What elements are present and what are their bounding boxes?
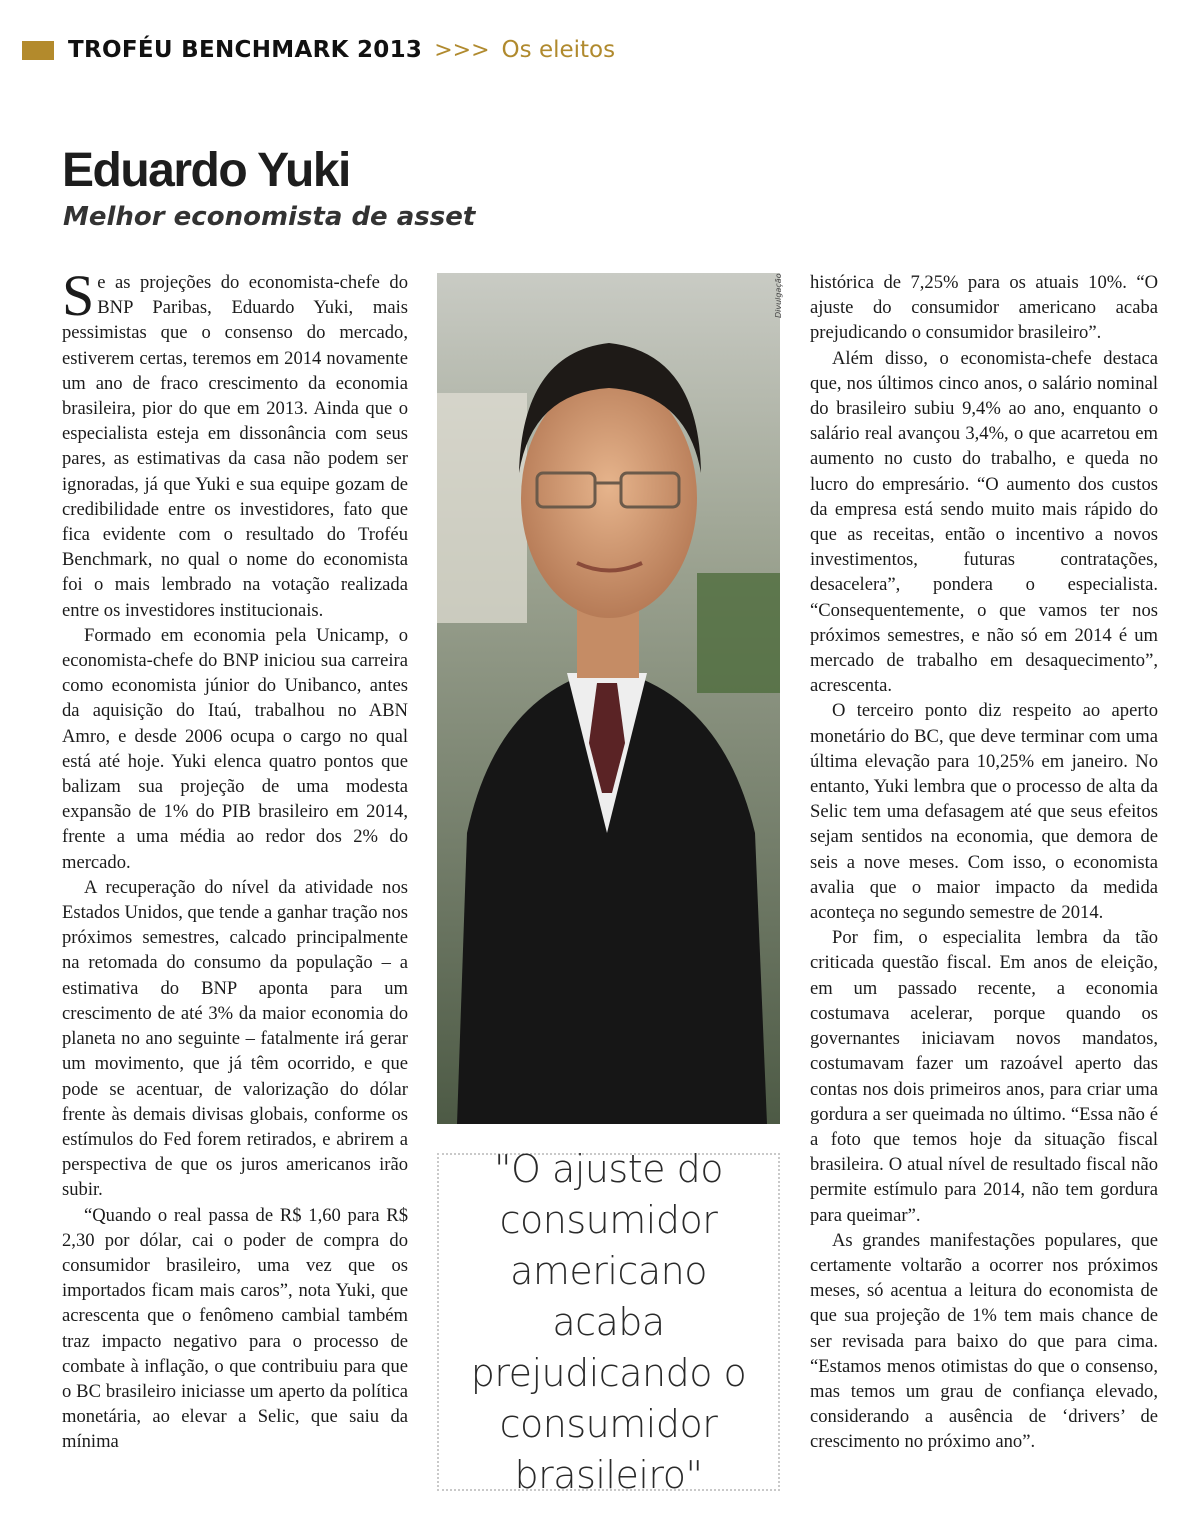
- header-section: Os eleitos: [501, 37, 616, 63]
- paragraph: Além disso, o economista-chefe destaca que, nos últimos cinco anos, o salário nominal do brasileiro subiu 9,4% ao ano, enquanto o salário real avançou 3,4%, o que acarretou em aumento no custo do trabalho, e queda no lucro do empresário. “O aumento dos custos da empresa está sendo muito mais rápido do que as receitas, então o incentivo a novos investimentos, futuras contratações, desacelera”, pondera o especialista. “Consequentemente, o que vamos ter nos próximos semestres, e não só em 2014 é um mercado de trabalho em desaquecimento”, acrescenta.: [810, 347, 1158, 697]
- column-left: [62, 263, 408, 1455]
- paragraph: A recuperação do nível da atividade nos Estados Unidos, que tende a ganhar tração nos próximos semestres, calcado principalmente na retomada do consumo da população – a estimativa do BNP aponta para um crescimento de até 3% da maior economia do planeta no ano seguinte – fatalmente irá gerar um movimento, que já têm ocorrido, e que pode se acentuar, de valorização do dólar frente às demais divisas globais, conforme os estímulos do Fed forem retirados, e abrirem a perspectiva de que os juros americanos irão subir.: [62, 876, 408, 1201]
- column-right: [810, 270, 1158, 1455]
- paragraph: Formado em economia pela Unicamp, o economista-chefe do BNP iniciou sua carreira como economista júnior do Unibanco, antes da aquisição do Itaú, trabalhou no ABN Amro, e desde 2006 ocupa o cargo no qual está até hoje. Yuki elenca quatro pontos que balizam sua projeção de uma modesta expansão de 1% do PIB brasileiro em 2014, frente a uma média ao redor dos 2% do mercado.: [62, 624, 408, 873]
- portrait-illustration: [437, 273, 780, 1124]
- paragraph: O terceiro ponto diz respeito ao aperto monetário do BC, que deve terminar com uma última elevação para 10,25% em janeiro. No entanto, Yuki lembra que o processo de alta da Selic tem uma defasagem até que seus efeitos sejam sentidos na economia, que demora de seis a nove meses. Com isso, o economista avalia que o maior impacto da medida aconteça no segundo semestre de 2014.: [810, 700, 1158, 924]
- drop-cap: S: [62, 263, 95, 328]
- paragraph: “Quando o real passa de R$ 1,60 para R$ 2,30 por dólar, cai o poder de compra do consumidor brasileiro, uma vez que os importados ficam mais caros”, nota Yuki, que acrescenta que o fenômeno cambial também traz impacto negativo para o processo de combate à inflação, o que contribuiu para que o BC brasileiro iniciasse um aperto da política monetária, ao elevar a Selic, que saiu da mínima: [62, 1204, 408, 1453]
- article-subtitle: Melhor economista de asset: [63, 202, 476, 232]
- header-title: TROFÉU BENCHMARK 2013: [68, 37, 423, 63]
- pull-quote-box: [437, 1146, 780, 1497]
- paragraph: Por fim, o especialita lembra da tão criticada questão fiscal. Em anos de eleição, em um passado recente, a economia costumava acelerar, porque quando os governantes iniciavam novos mandatos, costumavam fazer um razoável aperto das contas nos dois primeiros anos, para criar uma gordura a ser queimada no último. “Essa não é a foto que temos hoje da situação fiscal brasileira. O atual nível de resultado fiscal não permite estímulo para 2014, não tem gordura para queimar”.: [810, 927, 1158, 1226]
- paragraph: histórica de 7,25% para os atuais 10%. “O ajuste do consumidor americano acaba prejudicando o consumidor brasileiro”.: [810, 272, 1158, 344]
- header-color-bar: [22, 41, 54, 60]
- page-header: [22, 30, 615, 70]
- portrait-photo: [437, 273, 780, 1124]
- paragraph-text: e as projeções do economista-chefe do BNP Paribas, Eduardo Yuki, mais pessimistas que o consenso do mercado, estiverem certas, teremos em 2014 novamente um ano de fraco crescimento da economia brasileira, pior do que em 2013. Ainda que o especialista esteja em dissonância com seus pares, as estimativas da casa não podem ser ignoradas, já que Yuki e sua equipe gozam de credibilidade entre os investidores, fato que fica evidente com o resultado do Troféu Benchmark, no qual o nome do economista foi o mais lembrado na votação realizada entre os investidores institucionais.: [62, 272, 408, 621]
- paragraph: [62, 263, 408, 623]
- header-separator: >>>: [434, 37, 490, 63]
- pull-quote: "O ajuste do consumidor americano acaba prejudicando o consumidor brasileiro": [470, 1146, 747, 1497]
- article-name: Eduardo Yuki: [62, 144, 350, 197]
- photo-credit: Divulgação: [774, 273, 783, 318]
- paragraph: As grandes manifestações populares, que certamente voltarão a ocorrer nos próximos meses, só acentua a leitura do economista de que sua projeção de 1% tem mais chance de ser revisada para baixo do que para cima. “Estamos menos otimistas do que o consenso, mas temos um grau de confiança elevado, considerando a ausência de ‘drivers’ de crescimento no próximo ano”.: [810, 1229, 1158, 1453]
